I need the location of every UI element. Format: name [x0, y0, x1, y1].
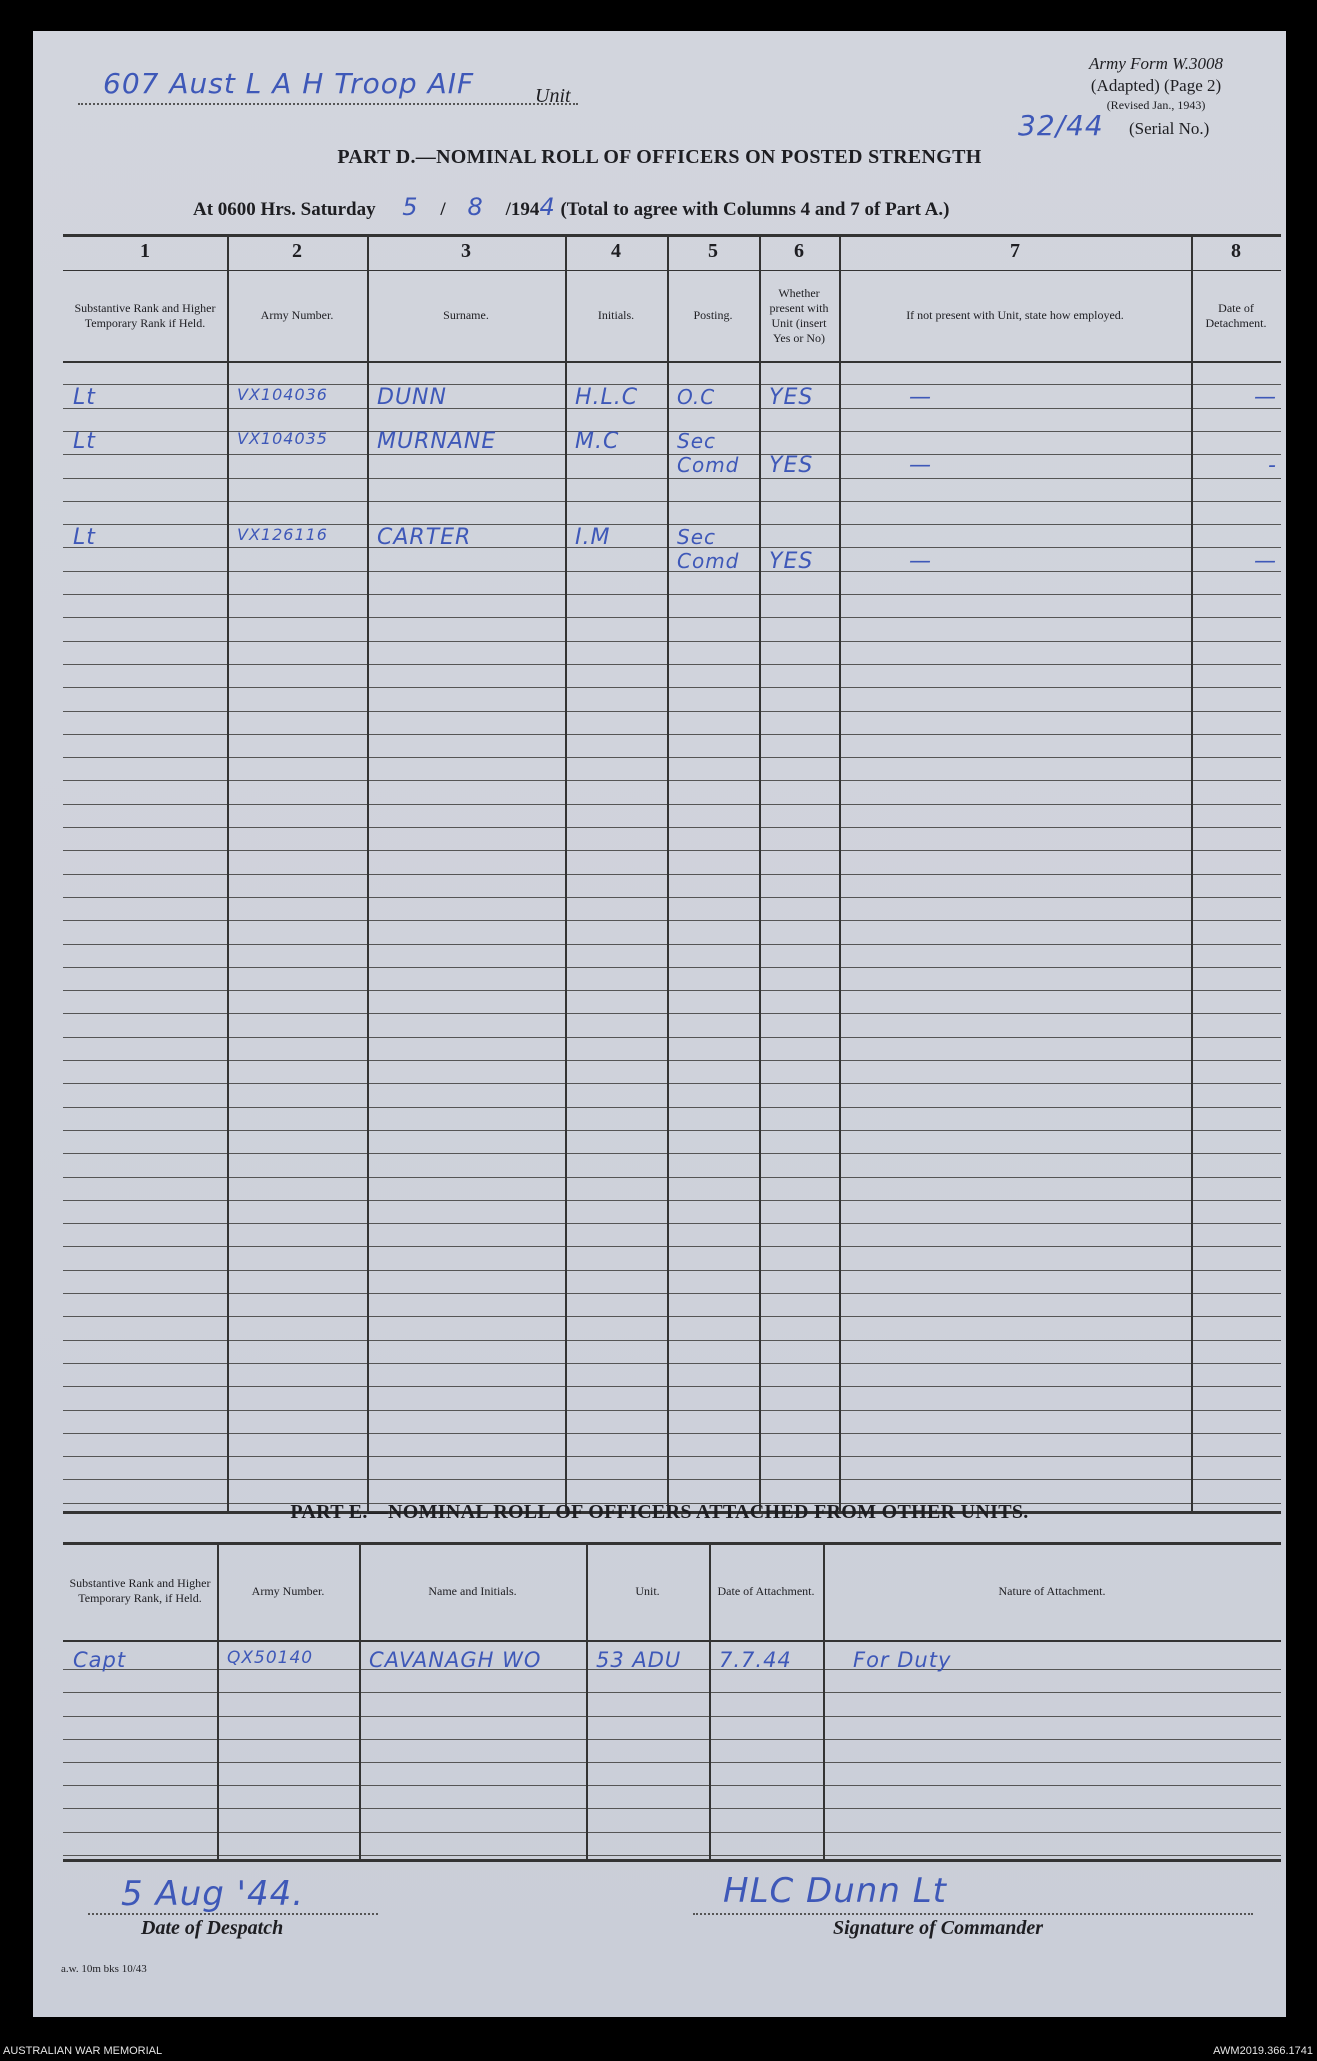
roll-d-number: VX126116 [237, 525, 328, 544]
roll-d-posting: Sec Comd [677, 525, 740, 573]
commander-signature: HLC Dunn Lt [723, 1871, 947, 1911]
date-month: 8 [467, 193, 484, 221]
roll-d-present: YES [769, 453, 814, 478]
date-year-digit: 4 [539, 193, 556, 221]
column-header-4: Initials. [597, 308, 635, 322]
signature-label: Signature of Commander [833, 1917, 1044, 1939]
rule-row [63, 1456, 1281, 1457]
column-header-2: Army Number. [260, 308, 334, 322]
roll-d-rank: Lt [73, 429, 96, 454]
roll-d-detached: - [1268, 453, 1277, 478]
rule-column [586, 1542, 588, 1862]
roll-d-number: VX104036 [237, 385, 328, 404]
column-header-1: Substantive Rank and Higher Temporary Rank if Held. [74, 300, 216, 330]
rule-row [63, 1762, 1281, 1763]
rule-row [63, 967, 1281, 968]
rule-row [63, 1692, 1281, 1693]
roll-d-posting: Sec Comd [677, 429, 740, 477]
part-d-title: PART D.—NOMINAL ROLL OF OFFICERS ON POSTED STRENGTH [337, 146, 982, 168]
rule-row [63, 664, 1281, 665]
column-number-1: 1 [140, 240, 150, 262]
rule-row [63, 641, 1281, 642]
rule-row [63, 1316, 1281, 1317]
rule-row [63, 1153, 1281, 1154]
rule-row [63, 1832, 1281, 1833]
rule-row [63, 1270, 1281, 1271]
rule-row [63, 617, 1281, 618]
rule-column [759, 234, 761, 1514]
rule-row [63, 827, 1281, 828]
column-header-6: Whether present with Unit (insert Yes or No) [769, 285, 829, 345]
rule-row [63, 1363, 1281, 1364]
rule-header-bottom [63, 361, 1281, 363]
rule-row [63, 1410, 1281, 1411]
rule-row [63, 1716, 1281, 1717]
form-page [33, 31, 1286, 2017]
unit-value: 607 Aust L A H Troop AIF [103, 67, 475, 100]
column-header-e6: Nature of Attachment. [998, 1583, 1106, 1598]
rule-row [63, 1037, 1281, 1038]
roll-d-rank: Lt [73, 525, 96, 550]
roll-d-posting: O.C [677, 385, 716, 409]
rule-column [823, 1542, 825, 1862]
roll-e-name: CAVANAGH WO [369, 1648, 542, 1672]
roll-e-rank: Capt [73, 1648, 127, 1672]
rule-row [63, 990, 1281, 991]
rule-row [63, 501, 1281, 502]
rule-row [63, 1808, 1281, 1809]
form-adapted: (Adapted) (Page 2) [1090, 76, 1222, 95]
roll-d-initials: I.M [575, 525, 611, 550]
rule-header-numbers [63, 270, 1281, 271]
subtitle-prefix: At 0600 Hrs. Saturday [193, 199, 376, 220]
part-d-subtitle: At 0600 Hrs. Saturday 5 / 8 /1944 (Total to agree with Columns 4 and 7 of Part A.) [193, 193, 950, 221]
part-e-title: PART E.—NOMINAL ROLL OF OFFICERS ATTACHED FROM OTHER UNITS. [290, 1501, 1029, 1523]
column-number-5: 5 [708, 240, 718, 262]
part-e-table [63, 1542, 1281, 1862]
rule-row [63, 920, 1281, 921]
roll-d-surname: MURNANE [377, 429, 497, 454]
roll-d-detached: — [1254, 385, 1277, 410]
serial-label: (Serial No.) [1129, 119, 1210, 138]
subtitle-suffix: (Total to agree with Columns 4 and 7 of Part A.) [560, 199, 950, 220]
unit-label: Unit [535, 85, 571, 107]
rule-row [63, 1386, 1281, 1387]
form-name: Army Form W.3008 [1089, 54, 1223, 73]
rule-row [63, 734, 1281, 735]
rule-column [217, 1542, 219, 1862]
rule-top [63, 1542, 1281, 1545]
column-header-e5: Date of Attachment. [717, 1583, 815, 1598]
column-number-3: 3 [461, 240, 471, 262]
roll-d-surname: CARTER [377, 525, 472, 550]
roll-d-initials: H.L.C [575, 385, 639, 410]
form-reference [1089, 53, 1223, 113]
despatch-date-value: 5 Aug '44. [121, 1874, 305, 1914]
rule-row [63, 1200, 1281, 1201]
form-revised: (Revised Jan., 1943) [1106, 98, 1206, 112]
rule-row [63, 1293, 1281, 1294]
column-header-e2: Army Number. [251, 1583, 325, 1598]
roll-d-employed: — [909, 453, 932, 478]
roll-d-detached: — [1254, 549, 1277, 574]
roll-d-employed: — [909, 549, 932, 574]
column-number-6: 6 [794, 240, 804, 262]
date-day: 5 [402, 193, 419, 221]
print-code: a.w. 10m bks 10/43 [61, 1963, 147, 1975]
rule-column [1191, 234, 1193, 1514]
roll-d-rank: Lt [73, 385, 96, 410]
roll-d-surname: DUNN [377, 385, 447, 410]
rule-bottom [63, 1859, 1281, 1862]
roll-d-initials: M.C [575, 429, 620, 454]
roll-e-date: 7.7.44 [719, 1648, 792, 1672]
rule-row [63, 1433, 1281, 1434]
rule-row [63, 1060, 1281, 1061]
rule-row [63, 711, 1281, 712]
column-header-e1: Substantive Rank and Higher Temporary Rank, if Held. [69, 1576, 211, 1605]
date-year-prefix: /194 [505, 199, 540, 220]
signature-underline [693, 1913, 1253, 1915]
rule-row [63, 874, 1281, 875]
rule-row [63, 1107, 1281, 1108]
part-d-table [63, 234, 1281, 1514]
column-number-2: 2 [292, 240, 302, 262]
column-header-e4: Unit. [635, 1583, 660, 1598]
rule-column [367, 234, 369, 1514]
rule-row [63, 1785, 1281, 1786]
rule-column [359, 1542, 361, 1862]
column-header-e3: Name and Initials. [428, 1583, 517, 1598]
column-number-4: 4 [611, 240, 621, 262]
unit-underline [78, 103, 578, 105]
rule-row [63, 1340, 1281, 1341]
roll-e-number: QX50140 [227, 1648, 314, 1668]
roll-d-present: YES [769, 385, 814, 410]
roll-d-employed: — [909, 385, 932, 410]
archive-credit-right: AWM2019.366.1741 [1213, 2045, 1313, 2057]
rule-row [63, 804, 1281, 805]
column-header-8: Date of Detachment. [1205, 300, 1267, 330]
roll-e-nature: For Duty [853, 1648, 952, 1672]
despatch-date-label: Date of Despatch [141, 1917, 284, 1939]
rule-row [63, 1246, 1281, 1247]
despatch-underline [88, 1913, 378, 1915]
rule-row [63, 1223, 1281, 1224]
rule-top [63, 234, 1281, 237]
rule-row [63, 1479, 1281, 1480]
roll-e-unit: 53 ADU [596, 1648, 682, 1672]
rule-column [667, 234, 669, 1514]
rule-row [63, 687, 1281, 688]
rule-row [63, 897, 1281, 898]
rule-header-bottom [63, 1640, 1281, 1642]
rule-row [63, 850, 1281, 851]
rule-row [63, 1083, 1281, 1084]
rule-row [63, 1855, 1281, 1856]
roll-d-present: YES [769, 549, 814, 574]
rule-row [63, 1177, 1281, 1178]
rule-row [63, 944, 1281, 945]
archive-credit-left: AUSTRALIAN WAR MEMORIAL [3, 2045, 163, 2057]
column-header-3: Surname. [443, 308, 489, 322]
rule-row [63, 1739, 1281, 1740]
rule-row [63, 1013, 1281, 1014]
column-number-7: 7 [1010, 240, 1020, 262]
roll-d-number: VX104035 [237, 429, 328, 448]
column-header-7: If not present with Unit, state how employed. [906, 308, 1124, 322]
rule-row [63, 757, 1281, 758]
rule-column [839, 234, 841, 1514]
rule-row [63, 594, 1281, 595]
rule-column [565, 234, 567, 1514]
column-header-5: Posting. [693, 308, 733, 322]
rule-column [227, 234, 229, 1514]
column-number-8: 8 [1231, 240, 1241, 262]
serial-value: 32/44 [1018, 109, 1104, 142]
rule-row [63, 780, 1281, 781]
rule-column [709, 1542, 711, 1862]
rule-row [63, 1130, 1281, 1131]
